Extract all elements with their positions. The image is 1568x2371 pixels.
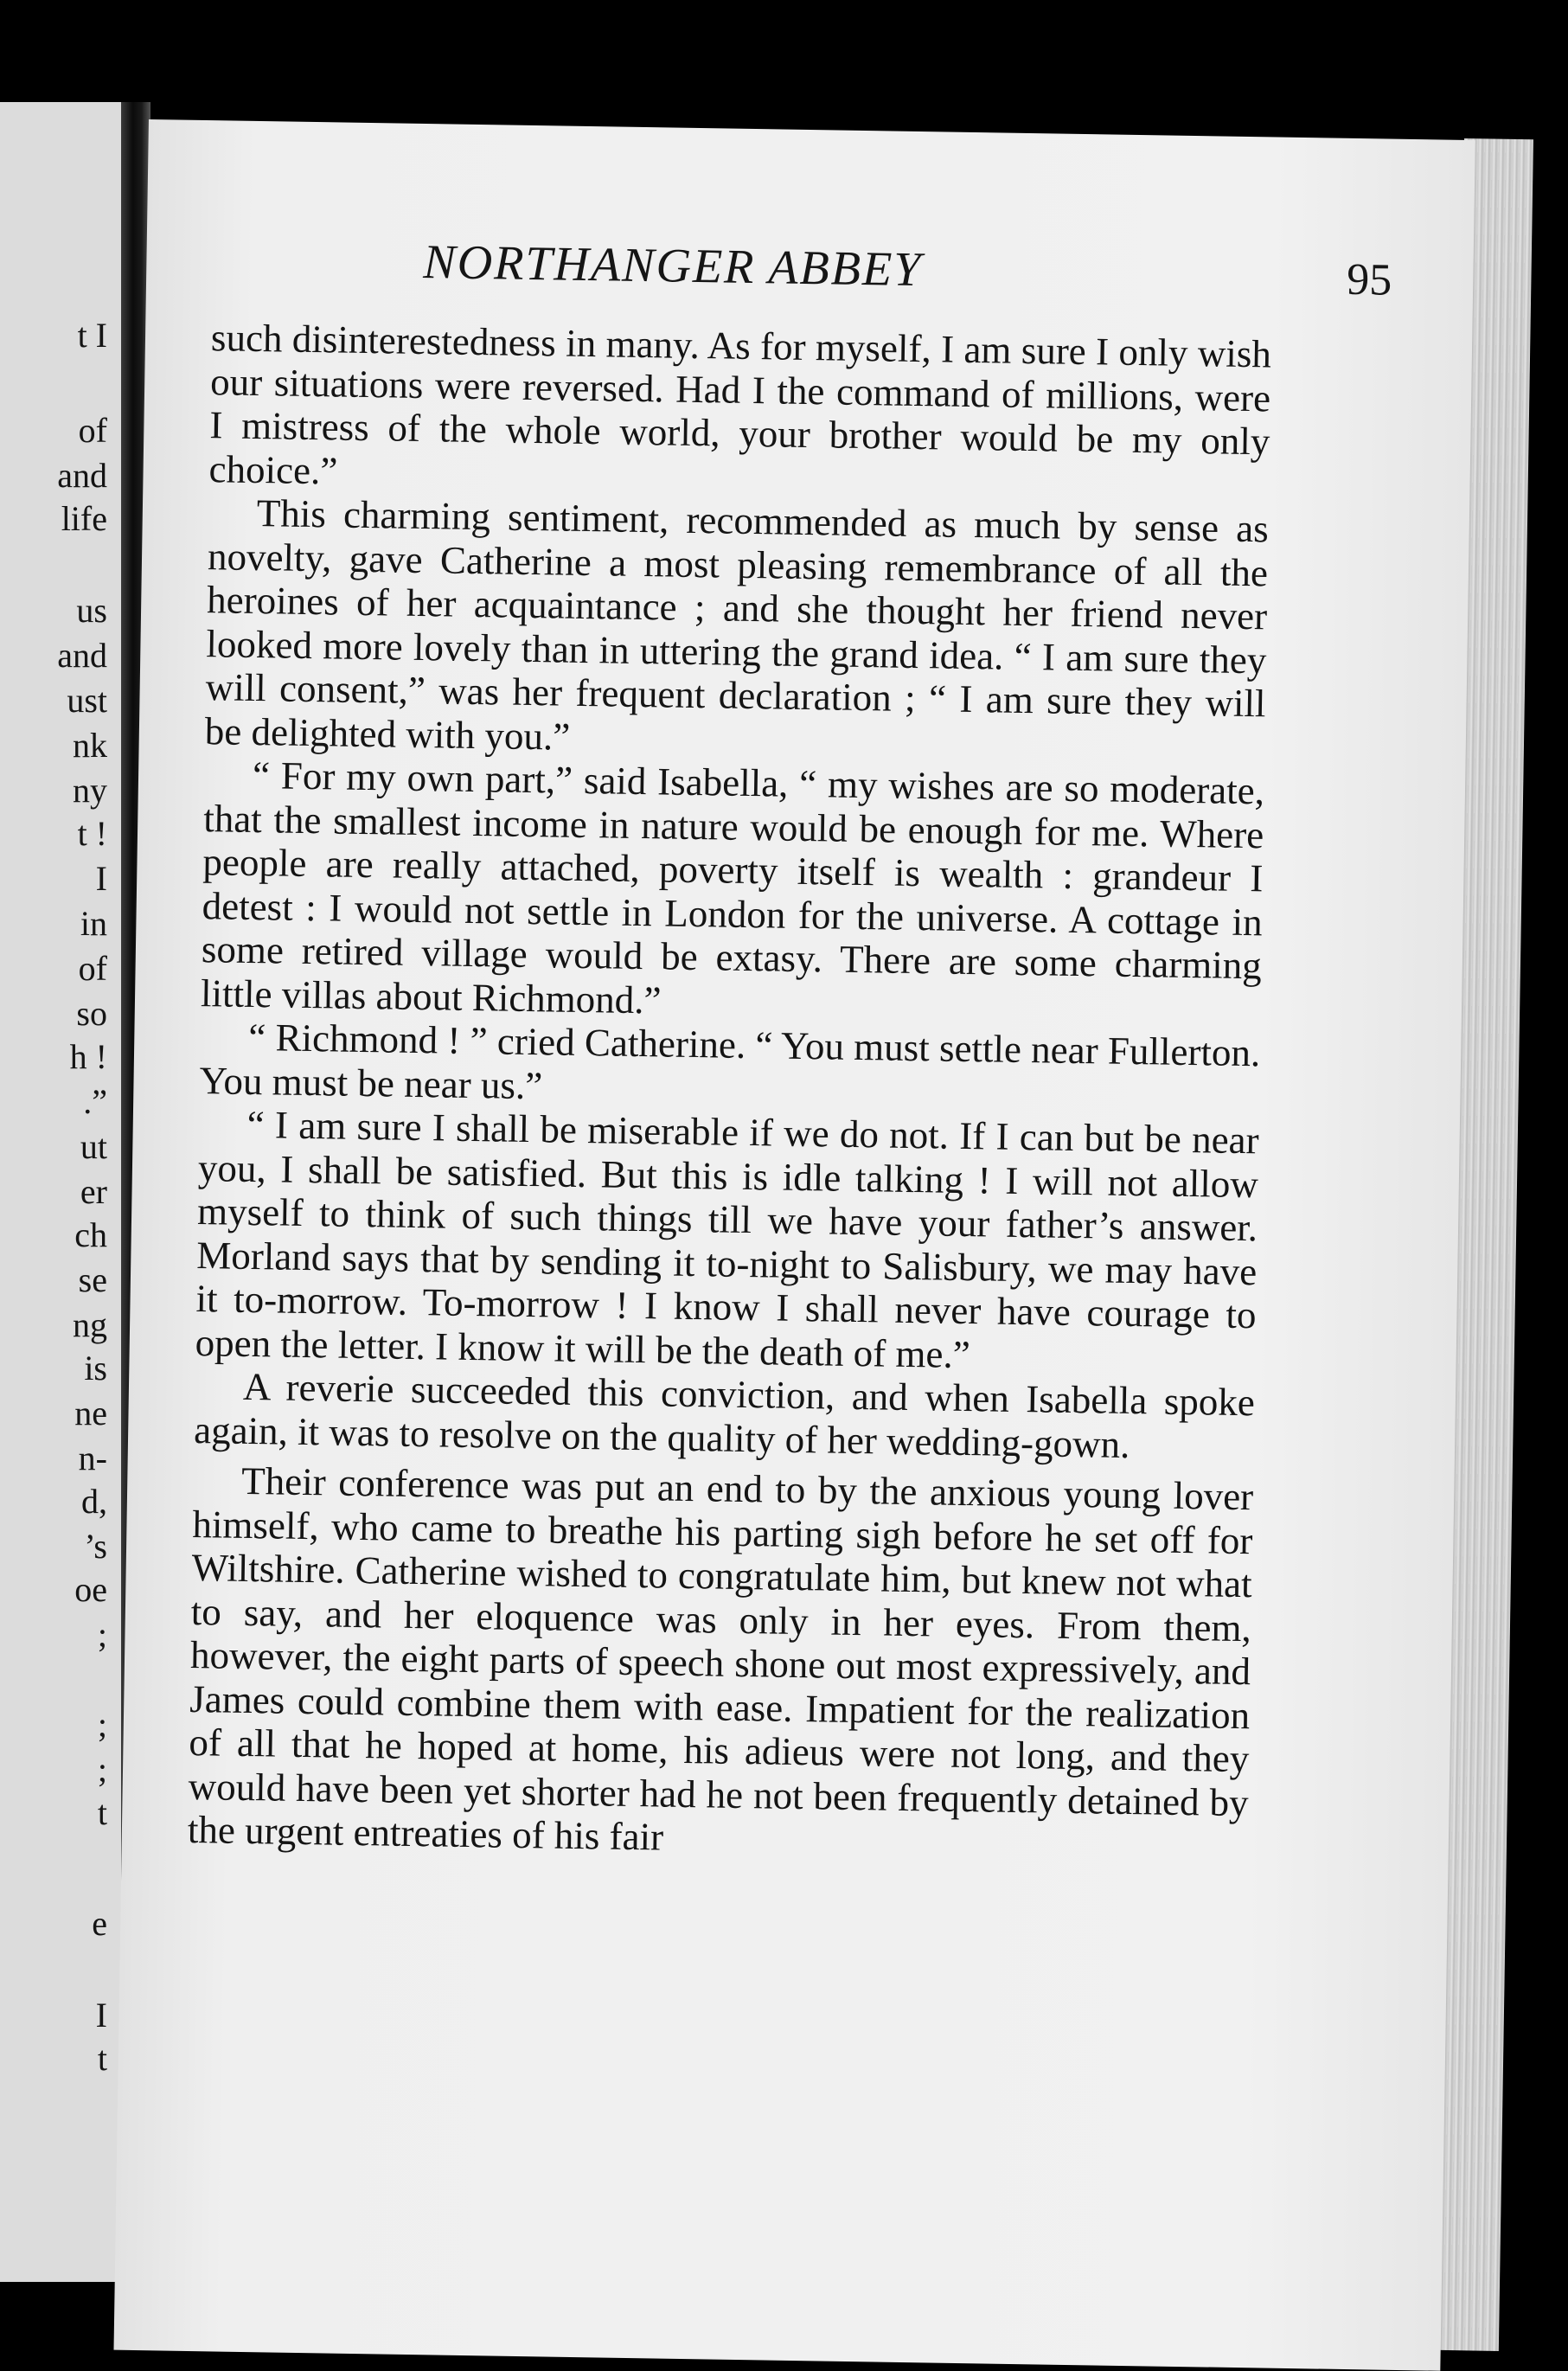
margin-fragment: t	[97, 2039, 107, 2078]
margin-fragment: se	[78, 1260, 107, 1299]
margin-fragment: and	[57, 456, 107, 495]
page-header	[423, 234, 1392, 311]
margin-fragment: ny	[73, 771, 107, 810]
paragraph: such disinterestedness in many. As for myself, I am sure I only wish our situations were reversed. Had I the command of millions, were I mistress of the whole world, your brother would be my only choice.”	[208, 316, 1272, 492]
margin-fragment: ust	[67, 681, 107, 720]
facing-page	[0, 102, 121, 2282]
margin-fragment: d,	[81, 1482, 107, 1521]
page-body	[188, 316, 1272, 1868]
margin-fragment: h !	[69, 1037, 107, 1076]
margin-fragment: t	[97, 1793, 107, 1832]
margin-fragment: us	[76, 591, 107, 630]
margin-fragment: t I	[77, 316, 107, 355]
margin-fragment: I	[95, 859, 107, 898]
margin-fragment: ut	[80, 1127, 107, 1166]
margin-fragment: ng	[73, 1305, 107, 1344]
running-title: NORTHANGER ABBEY	[422, 235, 923, 298]
paragraph: “ Richmond ! ” cried Catherine. “ You must settle near Fullerton. You must be near us.”	[199, 1015, 1261, 1107]
margin-fragment: n-	[78, 1439, 107, 1477]
margin-fragment: life	[61, 499, 107, 538]
paragraph: Their conference was put an end to by the anxious young lover himself, who came to breathe his parting sigh before he set off for Wiltshire. Catherine wished to congratulate him, but knew not what to say, and her eloquence was only in her eyes. From them, however, the eight parts of speech shone out most expressively, and James could combine them with ease. Impatient for the realization of all that he hoped at home, his adieus were not long, and they would have been yet shorter had he not been frequently detained by the urgent entreaties of his fair	[187, 1458, 1254, 1859]
margin-fragment: of	[78, 949, 107, 988]
paragraph: A reverie succeeded this conviction, and when Isabella spoke again, it was to resolve on the quality of her wedding-gown.	[193, 1364, 1256, 1466]
margin-fragment: ne	[74, 1394, 107, 1432]
margin-fragment: .”	[83, 1082, 107, 1121]
margin-fragment: is	[84, 1349, 107, 1387]
page-number: 95	[1346, 254, 1392, 305]
margin-fragment: ’s	[84, 1527, 107, 1566]
margin-fragment: t !	[77, 814, 107, 853]
margin-fragment: ;	[97, 1705, 107, 1744]
paragraph: “ I am sure I shall be miserable if we do not. If I can but be near you, I shall be satisfied. But this is idle talking ! I will not allow myself to think of such things till we have your father’s answer. Morland says that by sending it to-night to Salisbury, we may have it to-morrow. To-morrow ! I know I shall never have courage to open the letter. I know it will be the death of me.”	[195, 1102, 1260, 1376]
margin-fragment: ch	[74, 1215, 107, 1254]
margin-fragment: so	[76, 994, 107, 1033]
paragraph: This charming sentiment, recommended as much by sense as novelty, gave Catherine a most pleasing remembrance of all the heroines of her acquaintance ; and she thought her friend never looked more lovely than in uttering the grand idea. “ I am sure they will consent,” was her frequent declaration ; “ I am sure they will be delighted with you.”	[204, 491, 1270, 759]
margin-fragment: oe	[74, 1570, 107, 1609]
margin-fragment: ;	[97, 1750, 107, 1789]
margin-fragment: ;	[97, 1615, 107, 1654]
book-page	[113, 119, 1475, 2371]
margin-fragment: er	[80, 1172, 107, 1211]
margin-fragment: e	[92, 1904, 107, 1943]
paragraph: “ For my own part,” said Isabella, “ my wishes are so moderate, that the smallest income in nature would be enough for me. Where people are really attached, poverty itself is wealth : grandeur I detest : I would not settle in London for the universe. A cottage in some retired village would be extasy. There are some charming little villas about Richmond.”	[200, 753, 1265, 1022]
margin-fragment: I	[95, 1996, 107, 2035]
margin-fragment: nk	[73, 726, 107, 765]
margin-fragment: in	[80, 904, 107, 943]
margin-fragment: and	[57, 636, 107, 675]
margin-fragment: of	[78, 411, 107, 450]
